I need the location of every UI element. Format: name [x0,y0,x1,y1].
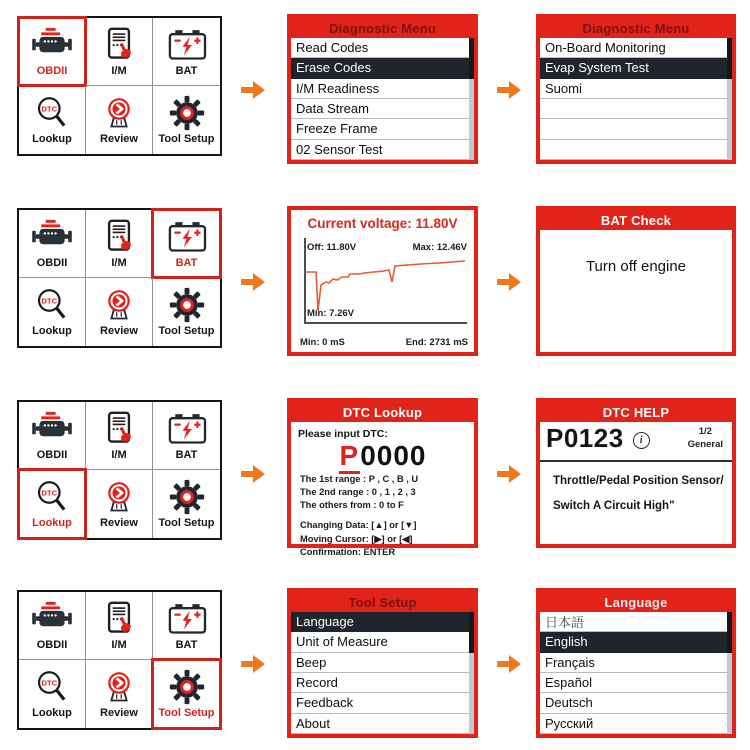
dtc-code-value: P0123 [546,423,624,453]
scrollbar-thumb[interactable] [469,38,474,79]
scrollbar-track[interactable] [727,612,732,734]
dtc-magnifier-icon [29,95,75,131]
screen-title: Tool Setup [291,592,474,612]
menu-item-beep[interactable]: Beep [291,653,474,673]
dtc-key-line3: Confirmation: ENTER [300,547,396,558]
dtc-key-line1: Changing Data: [▲] or [▼] [300,520,417,531]
device-main-menu [17,16,222,156]
dtc-code-input[interactable] [291,441,474,470]
menu-tile-review[interactable] [86,278,153,346]
menu-tile-im[interactable] [86,18,153,86]
code-scope: General [687,438,723,450]
dtc-description-line2: Switch A Circuit High" [553,500,675,512]
review-icon [96,95,142,131]
voltage-min-label: Min: 7.26V [307,308,354,319]
menu-item-english-selected[interactable]: English [540,632,732,652]
dtc-code-first-char[interactable]: P [339,440,361,474]
menu-tile-obdii[interactable] [19,210,86,278]
review-icon [96,479,142,515]
menu-item-empty [540,140,732,160]
dtc-description [540,462,732,512]
gear-icon [164,669,210,705]
flow-arrow-icon [496,654,522,679]
gear-icon [164,95,210,131]
review-icon [96,669,142,705]
flow-arrow-icon [240,80,266,105]
im-readiness-icon [96,601,142,637]
flow-row-tool-setup [0,584,750,744]
menu-tile-tool-setup[interactable] [153,470,220,538]
dtc-magnifier-icon [29,479,75,515]
screen-title: Language [540,592,732,612]
menu-tile-label: Tool Setup [158,325,215,337]
menu-tile-tool-setup[interactable] [153,86,220,154]
menu-tile-lookup[interactable] [19,86,86,154]
bat-check-message: Turn off engine [585,258,687,275]
engine-icon [29,219,75,255]
tool-setup-list [291,612,474,734]
menu-tile-label: Lookup [32,133,72,145]
menu-tile-label: I/M [111,256,127,269]
device-main-menu [17,590,222,730]
scrollbar-track[interactable] [469,612,474,734]
scrollbar-thumb[interactable] [727,612,732,653]
menu-item-evap-system-test-selected[interactable]: Evap System Test [540,58,732,78]
dtc-range-line3: The others from : 0 to F [300,500,404,511]
screen-voltage-graph [287,206,478,356]
dtc-key-line2: Moving Cursor: [▶] or [◀] [300,533,413,544]
menu-item-about[interactable]: About [291,714,474,734]
screen-dtc-lookup [287,398,478,558]
menu-tile-label: Lookup [32,707,72,719]
screen-title: DTC HELP [540,402,732,422]
gear-icon [164,479,210,515]
scrollbar-thumb[interactable] [469,612,474,653]
device-main-menu [17,400,222,540]
menu-tile-label: Review [100,707,138,719]
menu-tile-label: I/M [111,64,127,77]
flow-arrow-icon [240,654,266,679]
dtc-magnifier-icon [29,669,75,705]
menu-item-feedback[interactable]: Feedback [291,693,474,713]
dtc-key-help [300,519,474,559]
menu-tile-review[interactable] [86,660,153,728]
menu-tile-bat[interactable] [153,592,220,660]
im-readiness-icon [96,411,142,447]
screen-bat-check [536,206,736,356]
engine-icon [29,601,75,637]
screen-tool-setup [287,588,478,738]
menu-tile-bat[interactable] [153,402,220,470]
time-end-label: End: 2731 mS [405,337,468,348]
menu-tile-lookup[interactable] [19,470,86,538]
menu-tile-label: Review [100,133,138,145]
menu-tile-obdii[interactable] [19,402,86,470]
menu-item-o2-sensor-test[interactable]: 02 Sensor Test [291,140,474,160]
menu-item-im-readiness[interactable]: I/M Readiness [291,79,474,99]
info-icon: i [633,432,650,449]
flow-row-lookup [0,394,750,558]
menu-item-erase-codes-selected[interactable]: Erase Codes [291,58,474,78]
menu-tile-bat[interactable] [153,210,220,278]
time-start-label: Min: 0 mS [300,337,345,348]
menu-tile-im[interactable] [86,210,153,278]
dtc-range-help [300,473,474,512]
menu-tile-review[interactable] [86,86,153,154]
dtc-range-line1: The 1st range : P , C , B , U [300,474,419,485]
flow-arrow-icon [240,464,266,489]
menu-tile-im[interactable] [86,592,153,660]
menu-tile-label: Lookup [32,517,72,529]
menu-item-spanish[interactable]: Español [540,673,732,693]
im-readiness-icon [96,219,142,255]
menu-tile-label: Tool Setup [158,517,215,529]
menu-tile-label: OBDII [36,256,68,269]
flow-arrow-icon [496,80,522,105]
im-readiness-icon [96,27,142,63]
menu-tile-label: Review [100,517,138,529]
screen-title: Diagnostic Menu [540,18,732,38]
scrollbar-track[interactable] [727,38,732,160]
dtc-magnifier-icon [29,287,75,323]
menu-item-german[interactable]: Deutsch [540,693,732,713]
menu-tile-label: BAT [175,64,198,77]
menu-tile-label: OBDII [36,448,68,461]
menu-item-freeze-frame[interactable]: Freeze Frame [291,119,474,139]
battery-icon [164,411,210,447]
menu-tile-label: I/M [111,638,127,651]
menu-tile-label: Tool Setup [158,707,215,719]
dtc-page-scope [688,423,727,452]
screen-language [536,588,736,738]
menu-tile-label: BAT [175,448,198,461]
dtc-range-line2: The 2nd range : 0 , 1 , 2 , 3 [300,487,416,498]
review-icon [96,287,142,323]
menu-item-empty [540,99,732,119]
screen-diagnostic-menu-1 [287,14,478,164]
menu-tile-review[interactable] [86,470,153,538]
screen-title: Diagnostic Menu [291,18,474,38]
flow-row-bat [0,202,750,362]
menu-item-read-codes[interactable]: Read Codes [291,38,474,58]
menu-item-unit-of-measure[interactable]: Unit of Measure [291,632,474,652]
language-list [540,612,732,734]
menu-tile-label: BAT [175,638,198,651]
battery-icon [164,27,210,63]
menu-tile-label: Tool Setup [158,133,215,145]
menu-tile-tool-setup[interactable] [153,278,220,346]
gear-icon [164,287,210,323]
dtc-description-line1: Throttle/Pedal Position Sensor/ [553,475,724,487]
menu-item-record[interactable]: Record [291,673,474,693]
menu-item-japanese[interactable]: 日本語 [540,612,732,632]
flow-arrow-icon [240,272,266,297]
battery-icon [164,219,210,255]
menu-tile-label: OBDII [36,64,68,77]
menu-tile-lookup[interactable] [19,660,86,728]
flow-row-obdii [0,10,750,170]
engine-icon [29,27,75,63]
menu-tile-label: I/M [111,448,127,461]
menu-tile-bat[interactable] [153,18,220,86]
device-main-menu [17,208,222,348]
dtc-code-rest[interactable]: 0000 [360,440,427,471]
menu-tile-im[interactable] [86,402,153,470]
scrollbar-track[interactable] [469,38,474,160]
diagnostic-menu-list [540,38,732,160]
voltage-off-label: Off: 11.80V [307,242,357,253]
menu-tile-label: BAT [175,256,198,269]
menu-item-russian[interactable]: Русский [540,714,732,734]
menu-tile-label: OBDII [36,638,68,651]
screen-title: DTC Lookup [291,402,474,422]
flow-arrow-icon [496,464,522,489]
menu-tile-lookup[interactable] [19,278,86,346]
menu-tile-label: Lookup [32,325,72,337]
menu-tile-obdii[interactable] [19,18,86,86]
menu-item-on-board-monitoring[interactable]: On-Board Monitoring [540,38,732,58]
screen-dtc-help [536,398,736,548]
voltage-title: Current voltage: 11.80V [307,216,458,231]
screen-diagnostic-menu-2 [536,14,736,164]
menu-item-data-stream[interactable]: Data Stream [291,99,474,119]
diagnostic-menu-list [291,38,474,160]
flow-arrow-icon [496,272,522,297]
scrollbar-thumb[interactable] [727,38,732,79]
screen-title: BAT Check [540,210,732,230]
menu-item-suomi[interactable]: Suomi [540,79,732,99]
menu-tile-label: Review [100,325,138,337]
menu-item-empty [540,119,732,139]
menu-item-language-selected[interactable]: Language [291,612,474,632]
menu-tile-obdii[interactable] [19,592,86,660]
page-indicator: 1/2 [698,426,712,437]
menu-item-french[interactable]: Français [540,653,732,673]
voltage-max-label: Max: 12.46V [412,242,467,253]
dtc-input-prompt: Please input DTC: [298,428,388,440]
menu-tile-tool-setup[interactable] [153,660,220,728]
battery-icon [164,601,210,637]
engine-icon [29,411,75,447]
